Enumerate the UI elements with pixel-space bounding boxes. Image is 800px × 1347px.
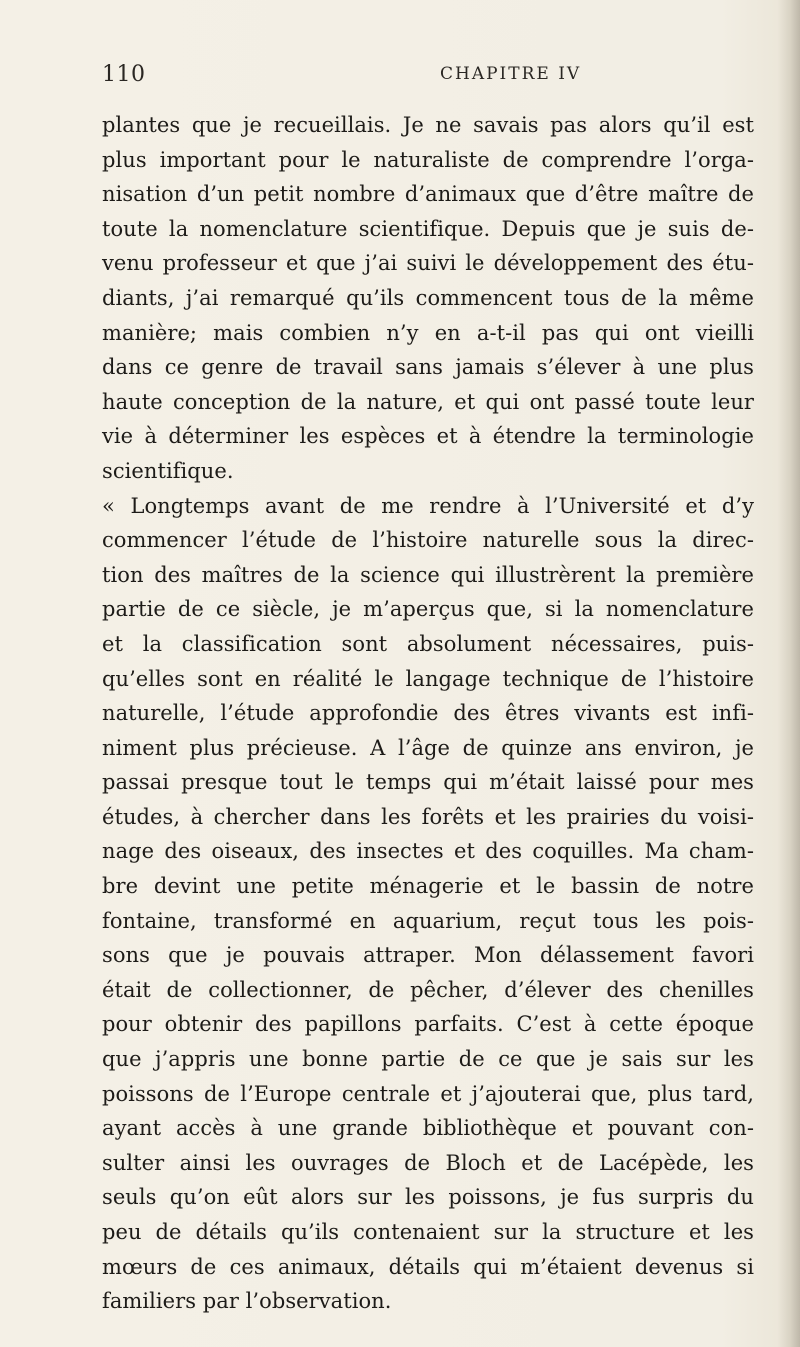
page-edge-shadow (778, 0, 800, 1347)
text-line: sons que je pouvais attraper. Mon délassement favori (102, 943, 754, 968)
page-header (102, 62, 752, 92)
text-line: peu de détails qu’ils contenaient sur la structure et les (102, 1220, 754, 1244)
text-line: « Longtemps avant de me rendre à l’Université et d’y (102, 493, 754, 518)
text-line: était de collectionner, de pêcher, d’élever des chenilles (102, 977, 754, 1002)
text-line: bre devint une petite ménagerie et le bassin de notre (102, 874, 754, 899)
text-line: seuls qu’on eût alors sur les poissons, je fus surpris du (102, 1185, 754, 1210)
text-line: diants, j’ai remarqué qu’ils commencent tous de la même (102, 285, 754, 310)
text-line: plus important pour le naturaliste de comprendre l’orga- (102, 147, 754, 172)
text-line: manière; mais combien n’y en a-t-il pas qui ont vieilli (102, 320, 754, 345)
text-line: commencer l’étude de l’histoire naturelle sous la direc- (102, 528, 754, 553)
text-line: poissons de l’Europe centrale et j’ajouterai que, plus tard, (102, 1081, 754, 1106)
text-line: vie à déterminer les espèces et à étendre la terminologie (102, 424, 754, 449)
text-line: tion des maîtres de la science qui illustrèrent la première (102, 562, 754, 587)
text-line: plantes que je recueillais. Je ne savais pas alors qu’il est (102, 113, 754, 137)
text-line: venu professeur et que j’ai suivi le développement des étu- (102, 251, 754, 276)
text-line: pour obtenir des papillons parfaits. C’est à cette époque (102, 1012, 754, 1037)
text-line: passai presque tout le temps qui m’était laissé pour mes (102, 770, 754, 795)
text-line: niment plus précieuse. A l’âge de quinze ans environ, je (102, 735, 754, 760)
text-line: que j’appris une bonne partie de ce que je sais sur les (102, 1047, 754, 1072)
body-text (102, 108, 754, 1319)
text-line: sulter ainsi les ouvrages de Bloch et de Lacépède, les (102, 1150, 754, 1175)
text-line: dans ce genre de travail sans jamais s’élever à une plus (102, 355, 754, 380)
text-line: naturelle, l’étude approfondie des êtres vivants est infi- (102, 701, 754, 726)
text-line: ayant accès à une grande bibliothèque et pouvant con- (102, 1116, 754, 1141)
text-line: familiers par l’observation. (102, 1289, 392, 1314)
text-line: qu’elles sont en réalité le langage technique de l’histoire (102, 666, 754, 691)
text-line: nisation d’un petit nombre d’animaux que d’être maître de (102, 182, 754, 207)
page-number: 110 (102, 62, 146, 87)
text-line: toute la nomenclature scientifique. Depuis que je suis de- (102, 216, 754, 241)
text-line: mœurs de ces animaux, détails qui m’étaient devenus si (102, 1254, 754, 1279)
text-line: fontaine, transformé en aquarium, reçut tous les pois- (102, 908, 754, 933)
text-line: études, à chercher dans les forêts et les prairies du voisi- (102, 804, 754, 829)
text-line: haute conception de la nature, et qui ont passé toute leur (102, 389, 754, 414)
text-line: partie de ce siècle, je m’aperçus que, si la nomenclature (102, 597, 754, 622)
text-line: scientifique. (102, 458, 234, 483)
running-head: CHAPITRE IV (440, 64, 582, 84)
text-line: nage des oiseaux, des insectes et des coquilles. Ma cham- (102, 839, 754, 864)
text-line: et la classification sont absolument nécessaires, puis- (102, 631, 754, 656)
